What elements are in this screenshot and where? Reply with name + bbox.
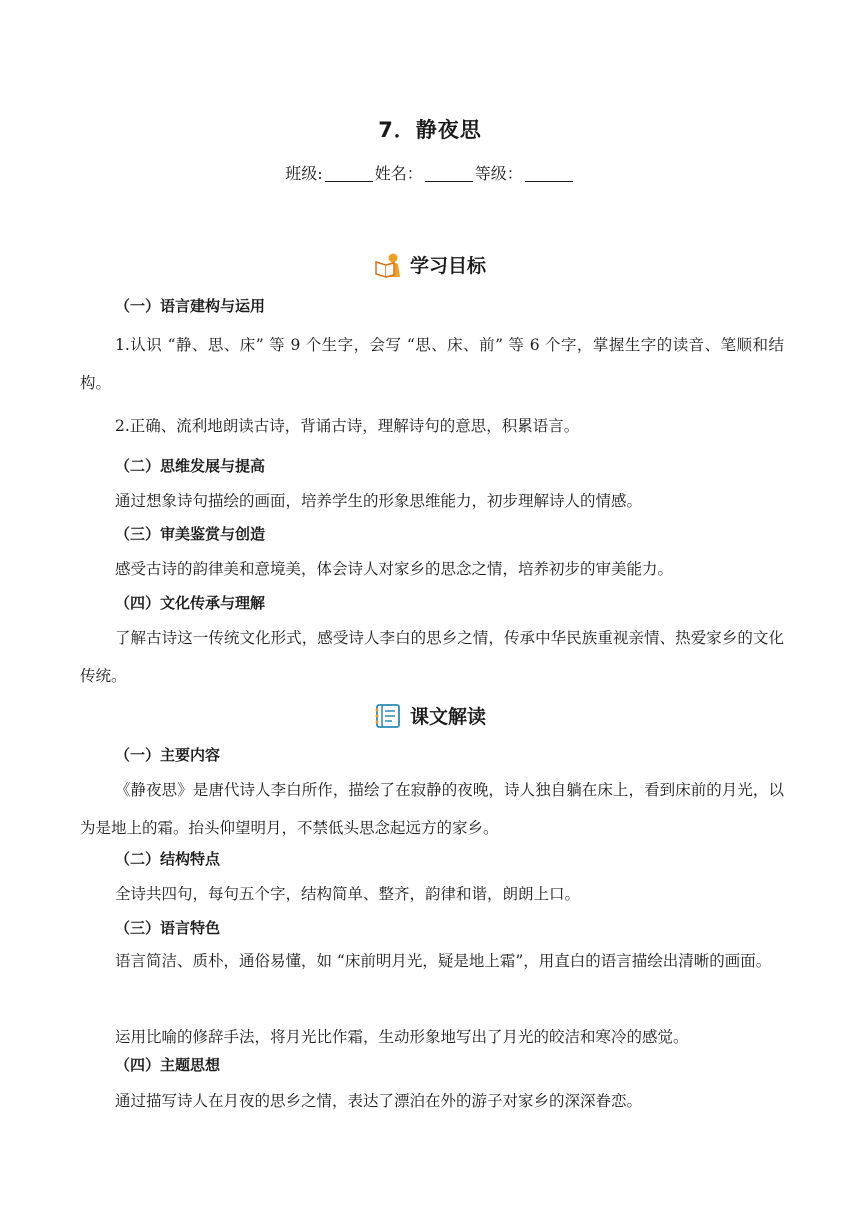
student-info-line	[0, 161, 860, 184]
name-label: 姓名：	[374, 164, 423, 183]
reading-heading-text: 课文解读	[409, 706, 486, 728]
student-reading-icon	[374, 252, 402, 278]
page-title: 7．静夜思	[378, 118, 482, 142]
reading-sub-3: （三）语言特色	[115, 919, 221, 937]
goals-paragraph-3: 通过想象诗句描绘的画面，培养学生的形象思维能力，初步理解诗人的情感。	[115, 492, 643, 510]
reading-paragraph-4: 运用比喻的修辞手法，将月光比作霜，生动形象地写出了月光的皎洁和寒冷的感觉。	[115, 1028, 689, 1046]
reading-heading	[0, 702, 860, 729]
goals-paragraph-5: 了解古诗这一传统文化形式，感受诗人李白的思乡之情，传承中华民族重视亲情、热爱家乡的文化传统。	[80, 629, 784, 685]
class-blank	[325, 165, 373, 182]
reading-paragraph-3: 语言简洁、质朴，通俗易懂，如 “床前明月光，疑是地上霜”，用直白的语言描绘出清晰的画面。	[115, 952, 772, 970]
goals-sub-3: （三）审美鉴赏与创造	[115, 525, 266, 543]
reading-sub-1: （一）主要内容	[115, 746, 221, 764]
notebook-icon	[374, 703, 402, 729]
reading-paragraph-5: 通过描写诗人在月夜的思乡之情，表达了漂泊在外的游子对家乡的深深眷恋。	[115, 1092, 643, 1110]
goals-paragraph-2: 2.正确、流利地朗读古诗，背诵古诗，理解诗句的意思，积累语言。	[115, 417, 580, 435]
reading-sub-2: （二）结构特点	[115, 850, 221, 868]
reading-sub-4: （四）主题思想	[115, 1056, 221, 1074]
class-label: 班级:	[285, 164, 323, 183]
name-blank	[425, 165, 473, 182]
goals-heading	[0, 251, 860, 278]
goals-paragraph-4: 感受古诗的韵律美和意境美，体会诗人对家乡的思念之情，培养初步的审美能力。	[115, 560, 674, 578]
goals-sub-4: （四）文化传承与理解	[115, 594, 266, 612]
grade-blank	[525, 165, 573, 182]
goals-sub-2: （二）思维发展与提高	[115, 457, 266, 475]
goals-sub-1: （一）语言建构与运用	[115, 297, 266, 315]
reading-paragraph-1: 《静夜思》是唐代诗人李白所作，描绘了在寂静的夜晚，诗人独自躺在床上，看到床前的月光，以为是地上的霜。抬头仰望明月，不禁低头思念起远方的家乡。	[80, 781, 784, 837]
goals-heading-text: 学习目标	[409, 255, 486, 277]
reading-paragraph-2: 全诗共四句，每句五个字，结构简单、整齐，韵律和谐，朗朗上口。	[115, 885, 581, 903]
goals-paragraph-1: 1.认识 “静、思、床” 等 9 个生字，会写 “思、床、前” 等 6 个字，掌握生字的读音、笔顺和结构。	[80, 336, 784, 392]
grade-label: 等级：	[474, 164, 523, 183]
